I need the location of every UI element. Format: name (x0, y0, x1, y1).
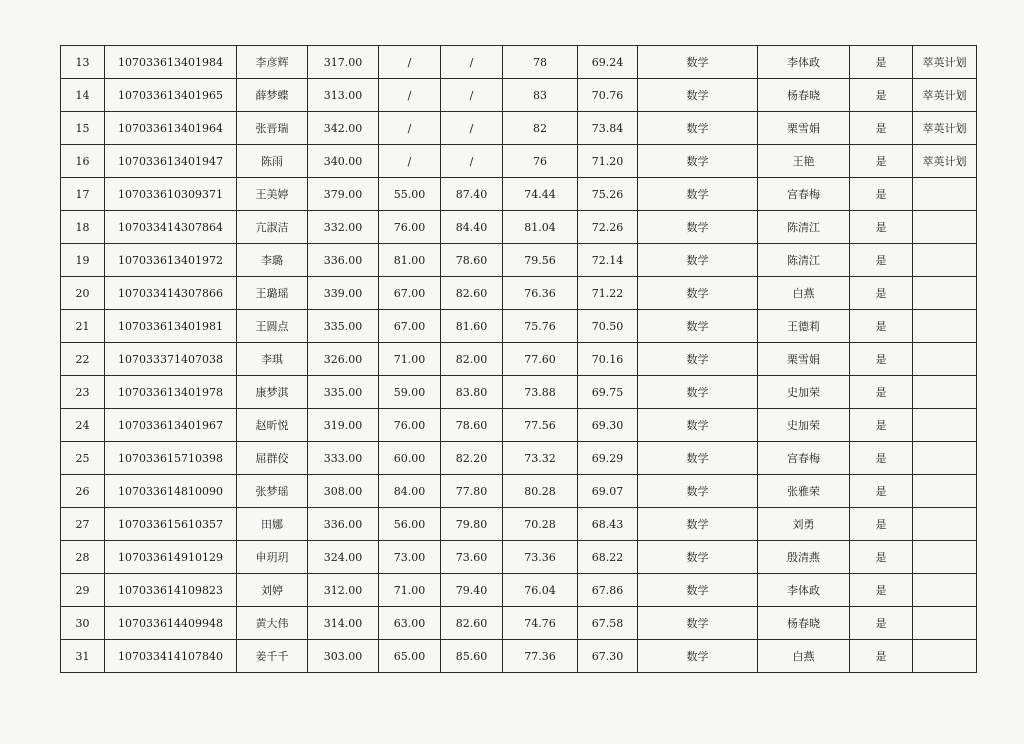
interview-score-cell: / (441, 46, 503, 79)
interview-score-cell: 82.60 (441, 277, 503, 310)
row-number-cell: 24 (61, 409, 105, 442)
row-number-cell: 31 (61, 640, 105, 673)
supervisor-cell: 张雅荣 (758, 475, 850, 508)
total-score-cell: 72.14 (578, 244, 638, 277)
exam-id-cell: 107033414307866 (105, 277, 237, 310)
initial-score-cell: 333.00 (308, 442, 379, 475)
written-score-cell: / (379, 79, 441, 112)
note-cell (913, 244, 977, 277)
exam-id-cell: 107033613401947 (105, 145, 237, 178)
interview-score-cell: 83.80 (441, 376, 503, 409)
note-cell (913, 211, 977, 244)
name-cell: 姜千千 (237, 640, 308, 673)
retest-score-cell: 79.56 (503, 244, 578, 277)
admitted-cell: 是 (850, 442, 913, 475)
exam-id-cell: 107033371407038 (105, 343, 237, 376)
row-number-cell: 13 (61, 46, 105, 79)
retest-score-cell: 76.36 (503, 277, 578, 310)
note-cell (913, 409, 977, 442)
name-cell: 王美婷 (237, 178, 308, 211)
row-number-cell: 18 (61, 211, 105, 244)
table-row (61, 46, 977, 79)
supervisor-cell: 宫春梅 (758, 442, 850, 475)
supervisor-cell: 王德莉 (758, 310, 850, 343)
retest-score-cell: 76 (503, 145, 578, 178)
row-number-cell: 26 (61, 475, 105, 508)
interview-score-cell: 82.20 (441, 442, 503, 475)
admitted-cell: 是 (850, 343, 913, 376)
supervisor-cell: 王艳 (758, 145, 850, 178)
total-score-cell: 67.58 (578, 607, 638, 640)
total-score-cell: 67.86 (578, 574, 638, 607)
table-row (61, 640, 977, 673)
name-cell: 王圆点 (237, 310, 308, 343)
retest-score-cell: 83 (503, 79, 578, 112)
supervisor-cell: 栗雪娟 (758, 112, 850, 145)
row-number-cell: 19 (61, 244, 105, 277)
note-cell: 萃英计划 (913, 46, 977, 79)
admitted-cell: 是 (850, 409, 913, 442)
total-score-cell: 68.43 (578, 508, 638, 541)
major-cell: 数学 (638, 145, 758, 178)
exam-id-cell: 107033613401981 (105, 310, 237, 343)
major-cell: 数学 (638, 79, 758, 112)
interview-score-cell: 78.60 (441, 409, 503, 442)
supervisor-cell: 史加荣 (758, 409, 850, 442)
written-score-cell: 67.00 (379, 310, 441, 343)
table-row (61, 541, 977, 574)
admitted-cell: 是 (850, 178, 913, 211)
initial-score-cell: 324.00 (308, 541, 379, 574)
note-cell (913, 475, 977, 508)
initial-score-cell: 319.00 (308, 409, 379, 442)
major-cell: 数学 (638, 310, 758, 343)
note-cell (913, 343, 977, 376)
written-score-cell: 67.00 (379, 277, 441, 310)
supervisor-cell: 栗雪娟 (758, 343, 850, 376)
admitted-cell: 是 (850, 574, 913, 607)
interview-score-cell: 77.80 (441, 475, 503, 508)
exam-id-cell: 107033613401965 (105, 79, 237, 112)
major-cell: 数学 (638, 442, 758, 475)
name-cell: 王璐瑶 (237, 277, 308, 310)
note-cell (913, 442, 977, 475)
total-score-cell: 70.16 (578, 343, 638, 376)
row-number-cell: 17 (61, 178, 105, 211)
admitted-cell: 是 (850, 46, 913, 79)
initial-score-cell: 336.00 (308, 244, 379, 277)
interview-score-cell: / (441, 112, 503, 145)
initial-score-cell: 340.00 (308, 145, 379, 178)
admitted-cell: 是 (850, 376, 913, 409)
retest-score-cell: 74.76 (503, 607, 578, 640)
total-score-cell: 73.84 (578, 112, 638, 145)
table-row (61, 442, 977, 475)
supervisor-cell: 陈清江 (758, 211, 850, 244)
exam-id-cell: 107033613401972 (105, 244, 237, 277)
initial-score-cell: 308.00 (308, 475, 379, 508)
row-number-cell: 28 (61, 541, 105, 574)
major-cell: 数学 (638, 244, 758, 277)
total-score-cell: 72.26 (578, 211, 638, 244)
admitted-cell: 是 (850, 541, 913, 574)
admitted-cell: 是 (850, 508, 913, 541)
supervisor-cell: 陈清江 (758, 244, 850, 277)
written-score-cell: 76.00 (379, 211, 441, 244)
major-cell: 数学 (638, 343, 758, 376)
retest-score-cell: 78 (503, 46, 578, 79)
admitted-cell: 是 (850, 475, 913, 508)
row-number-cell: 20 (61, 277, 105, 310)
admitted-cell: 是 (850, 607, 913, 640)
written-score-cell: 76.00 (379, 409, 441, 442)
interview-score-cell: 82.00 (441, 343, 503, 376)
note-cell (913, 640, 977, 673)
initial-score-cell: 332.00 (308, 211, 379, 244)
total-score-cell: 67.30 (578, 640, 638, 673)
written-score-cell: / (379, 46, 441, 79)
table-row (61, 211, 977, 244)
major-cell: 数学 (638, 640, 758, 673)
total-score-cell: 70.50 (578, 310, 638, 343)
table-row (61, 244, 977, 277)
interview-score-cell: 73.60 (441, 541, 503, 574)
major-cell: 数学 (638, 508, 758, 541)
table-row (61, 508, 977, 541)
supervisor-cell: 李体政 (758, 46, 850, 79)
note-cell (913, 178, 977, 211)
row-number-cell: 21 (61, 310, 105, 343)
total-score-cell: 69.07 (578, 475, 638, 508)
note-cell (913, 310, 977, 343)
row-number-cell: 23 (61, 376, 105, 409)
initial-score-cell: 336.00 (308, 508, 379, 541)
name-cell: 黄大伟 (237, 607, 308, 640)
supervisor-cell: 白燕 (758, 277, 850, 310)
retest-score-cell: 77.60 (503, 343, 578, 376)
written-score-cell: 71.00 (379, 574, 441, 607)
admitted-cell: 是 (850, 310, 913, 343)
name-cell: 亢淑洁 (237, 211, 308, 244)
table-row (61, 409, 977, 442)
written-score-cell: 65.00 (379, 640, 441, 673)
table-row (61, 310, 977, 343)
table-row (61, 607, 977, 640)
name-cell: 李琪 (237, 343, 308, 376)
major-cell: 数学 (638, 178, 758, 211)
row-number-cell: 25 (61, 442, 105, 475)
table-row (61, 475, 977, 508)
name-cell: 申玥玥 (237, 541, 308, 574)
table-row (61, 343, 977, 376)
interview-score-cell: 85.60 (441, 640, 503, 673)
written-score-cell: 60.00 (379, 442, 441, 475)
total-score-cell: 69.29 (578, 442, 638, 475)
supervisor-cell: 杨春晓 (758, 607, 850, 640)
total-score-cell: 71.20 (578, 145, 638, 178)
name-cell: 康梦淇 (237, 376, 308, 409)
table-row (61, 145, 977, 178)
interview-score-cell: / (441, 79, 503, 112)
initial-score-cell: 335.00 (308, 310, 379, 343)
note-cell: 萃英计划 (913, 112, 977, 145)
major-cell: 数学 (638, 277, 758, 310)
interview-score-cell: 87.40 (441, 178, 503, 211)
supervisor-cell: 白燕 (758, 640, 850, 673)
initial-score-cell: 342.00 (308, 112, 379, 145)
row-number-cell: 14 (61, 79, 105, 112)
table-row (61, 574, 977, 607)
name-cell: 赵昕悦 (237, 409, 308, 442)
note-cell (913, 508, 977, 541)
interview-score-cell: 81.60 (441, 310, 503, 343)
interview-score-cell: 79.40 (441, 574, 503, 607)
name-cell: 刘婷 (237, 574, 308, 607)
admission-score-table (60, 45, 977, 673)
exam-id-cell: 107033613401967 (105, 409, 237, 442)
initial-score-cell: 326.00 (308, 343, 379, 376)
interview-score-cell: / (441, 145, 503, 178)
exam-id-cell: 107033614109823 (105, 574, 237, 607)
admitted-cell: 是 (850, 112, 913, 145)
name-cell: 薛梦蝶 (237, 79, 308, 112)
written-score-cell: 63.00 (379, 607, 441, 640)
retest-score-cell: 77.56 (503, 409, 578, 442)
interview-score-cell: 78.60 (441, 244, 503, 277)
table-row (61, 112, 977, 145)
table-row (61, 79, 977, 112)
retest-score-cell: 80.28 (503, 475, 578, 508)
table-body (61, 46, 977, 673)
retest-score-cell: 75.76 (503, 310, 578, 343)
admitted-cell: 是 (850, 211, 913, 244)
retest-score-cell: 81.04 (503, 211, 578, 244)
row-number-cell: 22 (61, 343, 105, 376)
exam-id-cell: 107033613401978 (105, 376, 237, 409)
admitted-cell: 是 (850, 145, 913, 178)
name-cell: 屈群佼 (237, 442, 308, 475)
major-cell: 数学 (638, 574, 758, 607)
name-cell: 陈雨 (237, 145, 308, 178)
table-row (61, 178, 977, 211)
supervisor-cell: 史加荣 (758, 376, 850, 409)
note-cell (913, 541, 977, 574)
total-score-cell: 69.75 (578, 376, 638, 409)
retest-score-cell: 82 (503, 112, 578, 145)
total-score-cell: 69.30 (578, 409, 638, 442)
row-number-cell: 27 (61, 508, 105, 541)
major-cell: 数学 (638, 475, 758, 508)
written-score-cell: 84.00 (379, 475, 441, 508)
written-score-cell: / (379, 112, 441, 145)
major-cell: 数学 (638, 376, 758, 409)
supervisor-cell: 宫春梅 (758, 178, 850, 211)
written-score-cell: 71.00 (379, 343, 441, 376)
name-cell: 田娜 (237, 508, 308, 541)
retest-score-cell: 74.44 (503, 178, 578, 211)
major-cell: 数学 (638, 607, 758, 640)
exam-id-cell: 107033610309371 (105, 178, 237, 211)
written-score-cell: / (379, 145, 441, 178)
admitted-cell: 是 (850, 244, 913, 277)
written-score-cell: 56.00 (379, 508, 441, 541)
exam-id-cell: 107033414107840 (105, 640, 237, 673)
initial-score-cell: 317.00 (308, 46, 379, 79)
interview-score-cell: 79.80 (441, 508, 503, 541)
interview-score-cell: 84.40 (441, 211, 503, 244)
table-row (61, 277, 977, 310)
total-score-cell: 75.26 (578, 178, 638, 211)
row-number-cell: 30 (61, 607, 105, 640)
written-score-cell: 73.00 (379, 541, 441, 574)
exam-id-cell: 107033615610357 (105, 508, 237, 541)
written-score-cell: 55.00 (379, 178, 441, 211)
supervisor-cell: 刘勇 (758, 508, 850, 541)
supervisor-cell: 殷清燕 (758, 541, 850, 574)
note-cell (913, 574, 977, 607)
row-number-cell: 15 (61, 112, 105, 145)
total-score-cell: 69.24 (578, 46, 638, 79)
initial-score-cell: 303.00 (308, 640, 379, 673)
major-cell: 数学 (638, 541, 758, 574)
major-cell: 数学 (638, 211, 758, 244)
major-cell: 数学 (638, 112, 758, 145)
interview-score-cell: 82.60 (441, 607, 503, 640)
supervisor-cell: 杨春晓 (758, 79, 850, 112)
written-score-cell: 81.00 (379, 244, 441, 277)
name-cell: 张晋瑞 (237, 112, 308, 145)
admitted-cell: 是 (850, 79, 913, 112)
initial-score-cell: 314.00 (308, 607, 379, 640)
exam-id-cell: 107033414307864 (105, 211, 237, 244)
retest-score-cell: 73.32 (503, 442, 578, 475)
major-cell: 数学 (638, 46, 758, 79)
table-row (61, 376, 977, 409)
initial-score-cell: 335.00 (308, 376, 379, 409)
major-cell: 数学 (638, 409, 758, 442)
exam-id-cell: 107033614409948 (105, 607, 237, 640)
retest-score-cell: 76.04 (503, 574, 578, 607)
retest-score-cell: 77.36 (503, 640, 578, 673)
exam-id-cell: 107033614910129 (105, 541, 237, 574)
initial-score-cell: 313.00 (308, 79, 379, 112)
total-score-cell: 68.22 (578, 541, 638, 574)
written-score-cell: 59.00 (379, 376, 441, 409)
note-cell: 萃英计划 (913, 145, 977, 178)
initial-score-cell: 312.00 (308, 574, 379, 607)
initial-score-cell: 379.00 (308, 178, 379, 211)
exam-id-cell: 107033613401964 (105, 112, 237, 145)
note-cell (913, 376, 977, 409)
name-cell: 张梦瑶 (237, 475, 308, 508)
row-number-cell: 29 (61, 574, 105, 607)
admitted-cell: 是 (850, 277, 913, 310)
total-score-cell: 71.22 (578, 277, 638, 310)
note-cell (913, 607, 977, 640)
note-cell: 萃英计划 (913, 79, 977, 112)
exam-id-cell: 107033614810090 (105, 475, 237, 508)
initial-score-cell: 339.00 (308, 277, 379, 310)
name-cell: 李璐 (237, 244, 308, 277)
exam-id-cell: 107033613401984 (105, 46, 237, 79)
name-cell: 李彦辉 (237, 46, 308, 79)
retest-score-cell: 73.88 (503, 376, 578, 409)
exam-id-cell: 107033615710398 (105, 442, 237, 475)
admitted-cell: 是 (850, 640, 913, 673)
retest-score-cell: 73.36 (503, 541, 578, 574)
retest-score-cell: 70.28 (503, 508, 578, 541)
total-score-cell: 70.76 (578, 79, 638, 112)
row-number-cell: 16 (61, 145, 105, 178)
note-cell (913, 277, 977, 310)
supervisor-cell: 李体政 (758, 574, 850, 607)
